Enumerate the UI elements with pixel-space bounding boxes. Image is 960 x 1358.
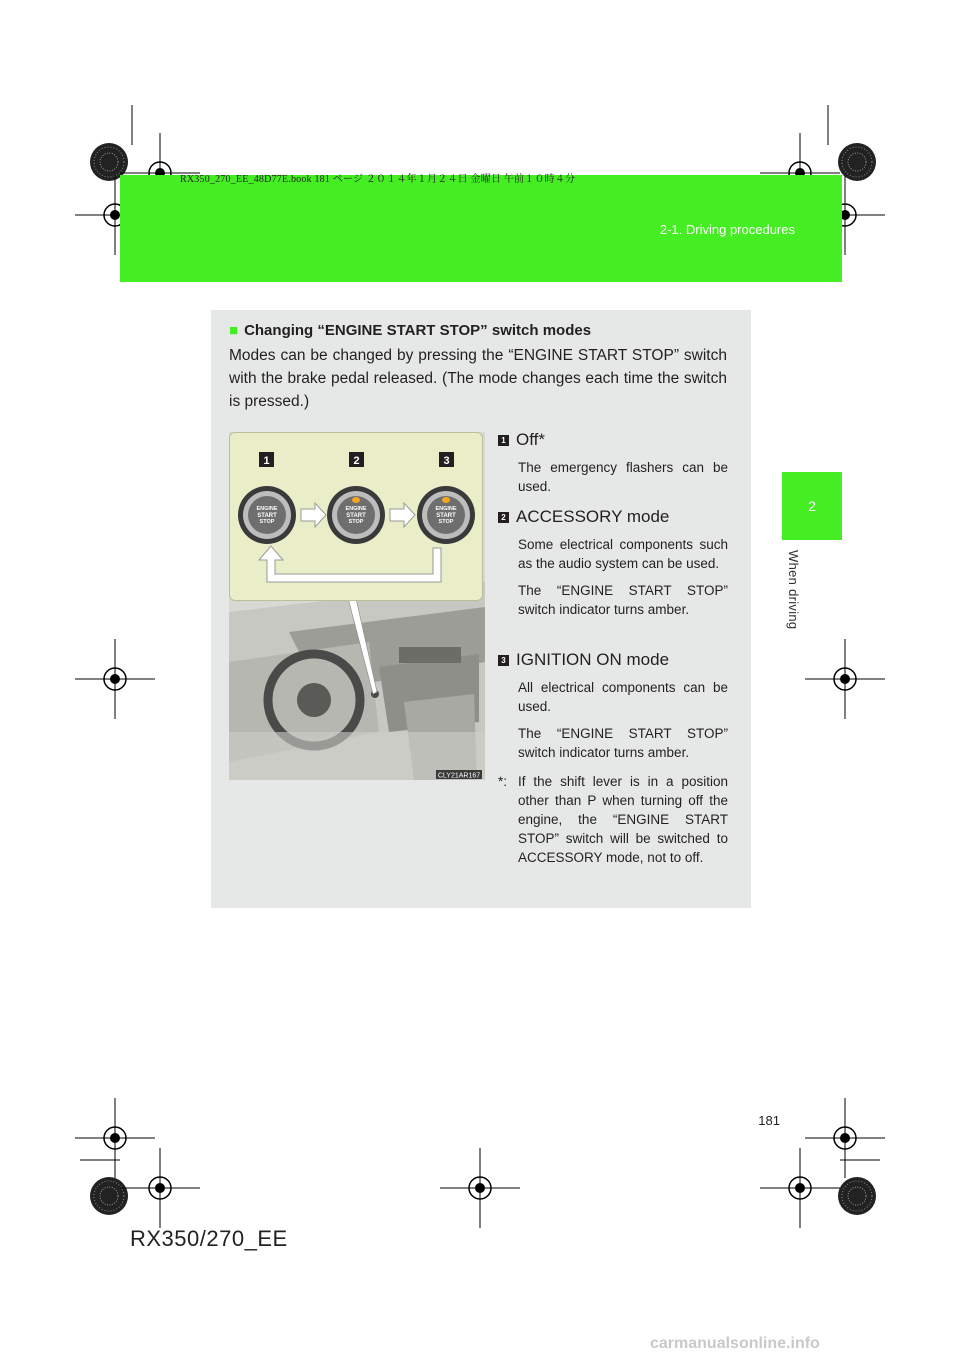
engine-button-off (238, 486, 296, 544)
item-number-1: 1 (498, 435, 509, 446)
item-desc-ignition-1: All electrical components can be used. (518, 680, 728, 714)
step-label-3: 3 (443, 455, 450, 467)
btn1-line2: START (257, 513, 277, 519)
figure-code: CLY21AR167 (437, 772, 481, 780)
arrow-return (259, 546, 441, 582)
intro-paragraph: Modes can be changed by pressing the “ENGINE START STOP” switch with the brake pedal released. (The mode changes each time the switch is pressed.) (229, 347, 727, 410)
item-title-accessory: ACCESSORY mode (516, 507, 670, 526)
footnote-marker: *: (498, 774, 508, 789)
mode-item-ignition-on (498, 650, 728, 762)
item-desc-off: The emergency flashers can be used. (518, 460, 728, 494)
btn1-line1: ENGINE (256, 506, 278, 512)
footnote (498, 772, 728, 867)
page-number: 181 (758, 1113, 780, 1128)
chapter-label: When driving (786, 550, 801, 630)
item-title-off: Off* (516, 430, 545, 449)
item-number-2: 2 (498, 512, 509, 523)
item-desc-accessory-1: Some electrical components such as the audio system can be used. (518, 537, 728, 571)
item-desc-accessory-2: The “ENGINE START STOP” switch indicator turns amber. (518, 583, 728, 617)
mode-item-accessory (498, 507, 728, 619)
btn2-line1: ENGINE (345, 506, 367, 512)
switch-mode-overlay (229, 432, 485, 780)
model-code: RX350/270_EE (130, 1226, 288, 1251)
btn3-line1: ENGINE (435, 506, 457, 512)
btn2-line2: START (346, 513, 366, 519)
step-label-1: 1 (263, 455, 270, 467)
panel-heading-text: Changing “ENGINE START STOP” switch modes (244, 322, 592, 339)
book-info-line: RX350_270_EE_48D77E.book 181 ページ ２０１４年１月２４日 金曜日 午前１０時４分 (180, 174, 576, 185)
item-title-ignition-on: IGNITION ON mode (516, 650, 670, 669)
section-title: 2-1. Driving procedures (659, 222, 795, 237)
engine-button-ignition-on (417, 486, 475, 544)
btn2-line3: STOP (348, 519, 364, 525)
arrow-right-1 (301, 503, 326, 527)
btn3-line2: START (436, 513, 456, 519)
watermark: carmanualsonline.info (650, 1335, 820, 1352)
item-number-3: 3 (498, 655, 509, 666)
mode-item-off (498, 430, 728, 496)
heading-marker: ■ (229, 322, 239, 339)
panel-heading (229, 322, 591, 339)
arrow-right-2 (390, 503, 415, 527)
engine-button-accessory (327, 486, 385, 544)
btn3-line3: STOP (438, 519, 454, 525)
item-desc-ignition-2: The “ENGINE START STOP” switch indicator turns amber. (518, 726, 728, 760)
step-label-2: 2 (353, 455, 360, 467)
footnote-text: If the shift lever is in a position other than P when turning off the engine, the “ENGINE START STOP” switch will be switched to ACCESSORY mode, not to off. (518, 774, 728, 865)
chapter-number: 2 (808, 498, 816, 514)
btn1-line3: STOP (259, 519, 275, 525)
